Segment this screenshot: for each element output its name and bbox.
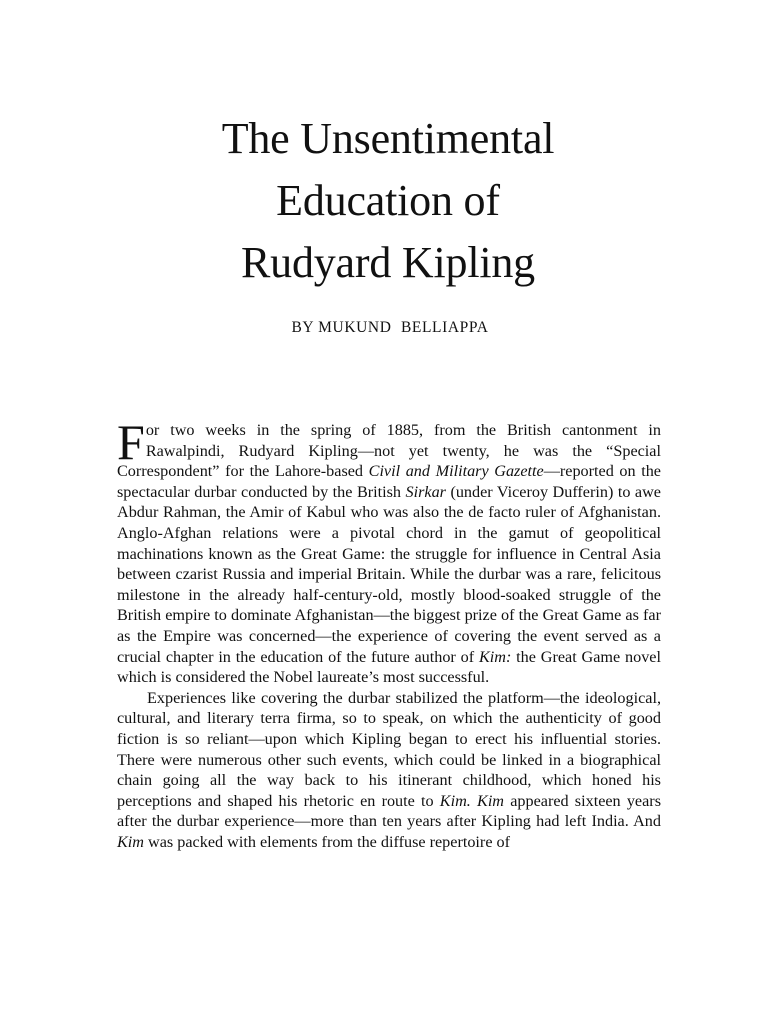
paragraph-1-text-c: (under Viceroy Dufferin) to awe Abdur Rahman, the Amir of Kabul who was also the de facto ruler of Afghanistan. Anglo-Afghan relations were a pivotal chord in the gamut of geopolitical machinations known as the Great Game: the struggle for influence in Central Asia between czarist Russia and imperial Britain. While the durbar was a rare, felicitous milestone in the already half-century-old, mostly blood-soaked struggle of the British empire to dominate Afghanistan—the biggest prize of the Great Game as far as the Empire was concerned—the experience of covering the event served as a crucial chapter in the education of the future author of [117,482,661,666]
novel-title-repeat: Kim. Kim [439,791,505,810]
paragraph-1-text-d: the Great Game novel which is considered the Nobel laureate’s most successful. [117,647,661,687]
paragraph-1 [117,414,661,688]
byline-prefix: BY [291,319,314,336]
author-last-name: BELLIAPPA [400,319,489,336]
article-body [117,414,661,852]
novel-title-short: Kim [117,832,144,851]
author-first-name: MUKUND [318,319,392,336]
byline [0,319,768,337]
paragraph-2-text-b: appeared sixteen years after the durbar experience—more than ten years after Kipling had left India. And [117,791,661,831]
paragraph-2-text-c: was packed with elements from the diffuse repertoire of [144,832,511,851]
paragraph-1-text-a: or two weeks in the spring of 1885, from the British cantonment in Rawalpindi, Rudyard Kipling—not yet twenty, he was the “Special Correspondent” for the Lahore-based [117,421,661,481]
novel-title: Kim: [478,647,512,666]
article-title [0,108,768,294]
publication-name: Civil and Military Gazette [368,462,544,481]
title-line-1: The Unsentimental [221,114,555,163]
paragraph-2-text-a: Experiences like covering the durbar stabilized the platform—the ideological, cultural, and literary terra firma, so to speak, on which the authenticity of good fiction is so reliant—upon which Kipling began to erect his influential stories. There were numerous other such events, which could be linked in a biographical chain going all the way back to his itinerant childhood, which honed his perceptions and shaped his rhetoric en route to [117,688,661,810]
title-line-2: Education of [276,176,500,225]
paragraph-2 [117,688,661,853]
sirkar-term: Sirkar [405,482,446,501]
title-line-3: Rudyard Kipling [241,238,535,287]
drop-cap: F [117,414,145,470]
paragraph-1-text-b: —reported on the spectacular durbar conducted by the British [117,462,661,501]
